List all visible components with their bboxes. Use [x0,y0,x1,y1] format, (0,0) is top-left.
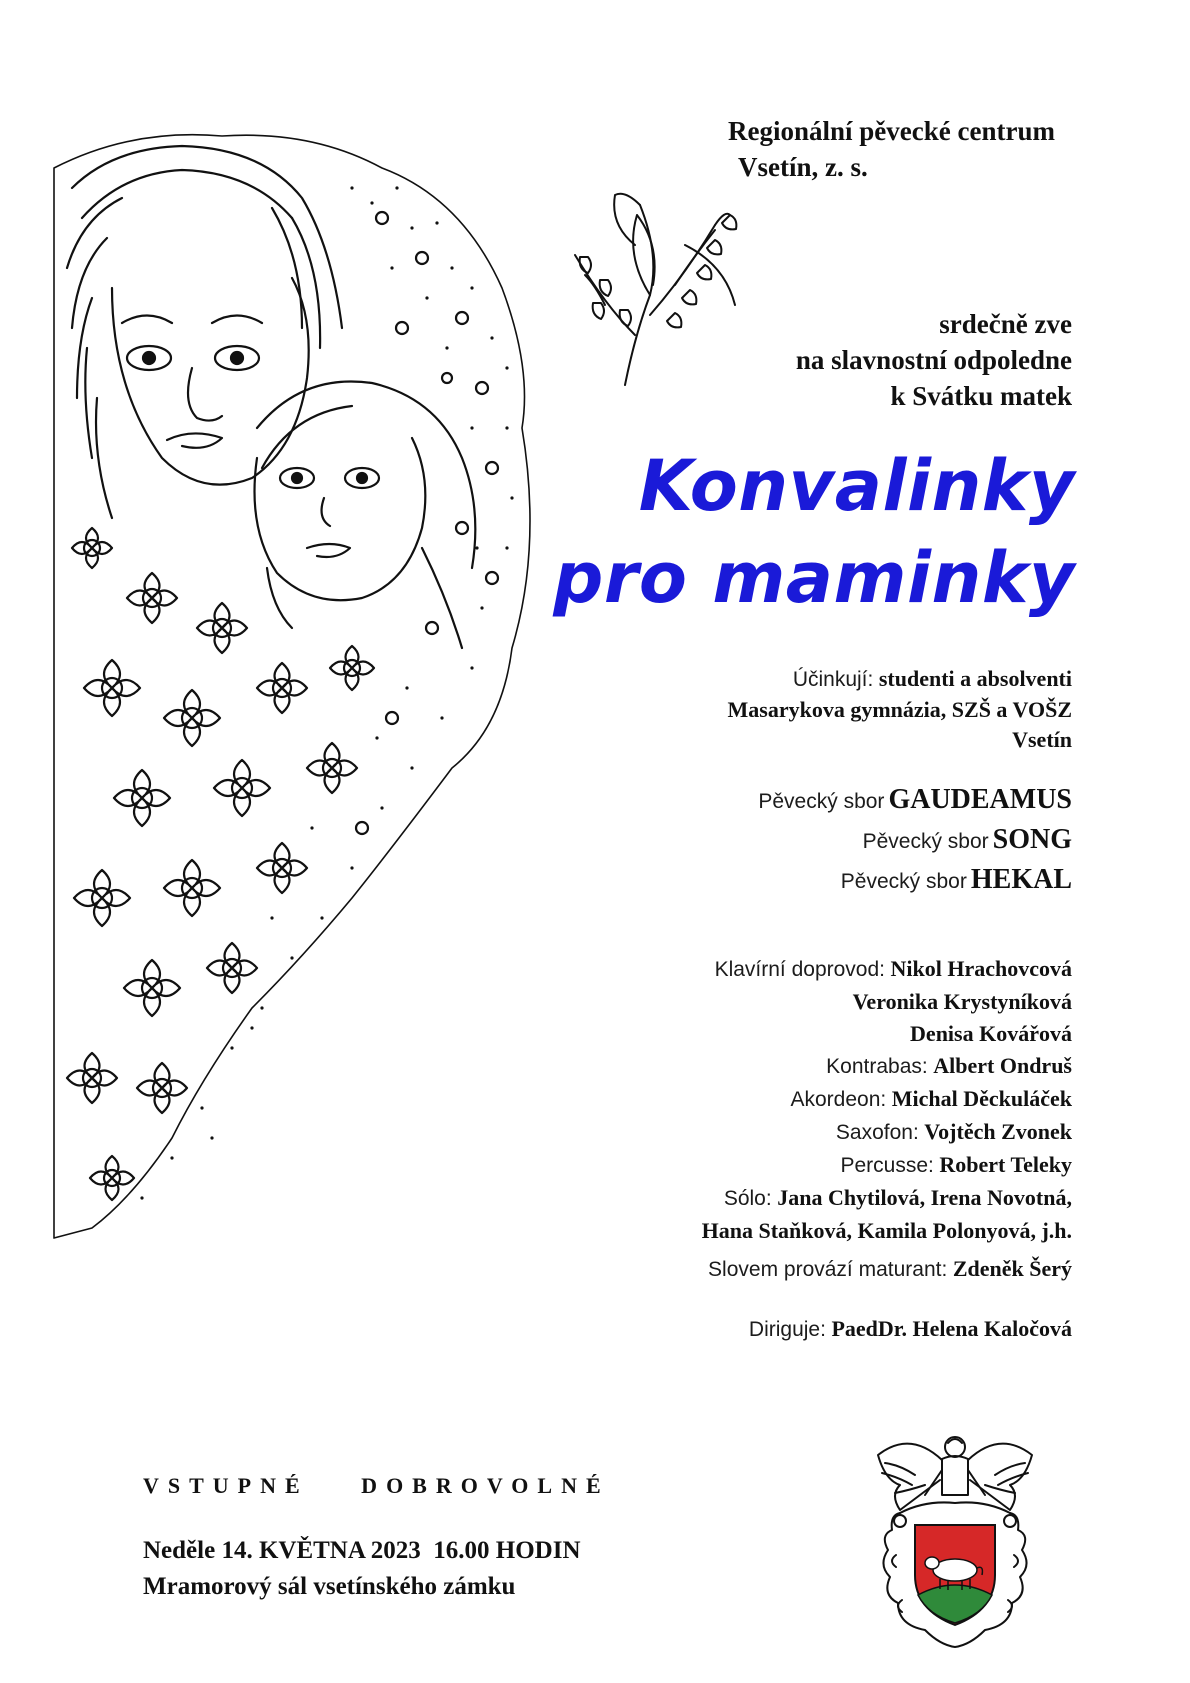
pianist-name: Nikol Hrachovcová [890,956,1072,981]
choir-label: Pěvecký sbor [862,830,989,853]
choir-name: HEKAL [970,864,1072,895]
lily-of-the-valley-icon [565,185,755,400]
choirs-list [758,782,1072,902]
event-title-line-1: Konvalinky [638,445,1075,527]
conductor-name: PaedDr. Helena Kaločová [831,1316,1072,1341]
accordion-label: Akordeon: [790,1088,887,1111]
narrator-line [708,1256,1072,1282]
organizer-line-1: Regionální pěvecké centrum [728,116,1055,146]
mother-child-illustration [52,128,552,1243]
performers-line-3: Vsetín [1012,727,1072,752]
invitation-line-1: srdečně zve [939,309,1072,339]
accordionist-name: Michal Děckuláček [891,1086,1072,1111]
bass-label: Kontrabas: [826,1055,928,1078]
performers-line-2: Masarykova gymnázia, SZŠ a VOŠZ [727,697,1072,722]
saxophonist-name: Vojtěch Zvonek [924,1119,1072,1144]
conductor-line [749,1316,1072,1342]
invitation-text [796,306,1072,414]
organizer-name [728,113,1055,185]
percussion-label: Percusse: [840,1154,934,1177]
performers-block [728,664,1072,755]
sax-label: Saxofon: [835,1121,919,1144]
solo-label: Sólo: [723,1187,772,1210]
bassist-name: Albert Ondruš [933,1053,1072,1078]
choir-label: Pěvecký sbor [758,790,885,813]
choir-item [758,822,1072,862]
pianist-name: Veronika Krystyníková [852,989,1072,1014]
event-info [143,1533,581,1605]
choir-item [758,782,1072,822]
organizer-line-2: Vsetín, z. s. [738,152,868,182]
conductor-label: Diriguje: [748,1318,826,1341]
choir-item [758,862,1072,902]
pianist-name: Denisa Kovářová [910,1021,1072,1046]
event-title [553,440,1075,624]
musicians-block [702,953,1072,1247]
event-date: Neděle 14. KVĚTNA 2023 16.00 HODIN [143,1537,581,1564]
percussionist-name: Robert Teleky [939,1152,1072,1177]
piano-label: Klavírní doprovod: [714,958,885,981]
admission-note: VSTUPNÉ DOBROVOLNÉ [143,1473,610,1498]
narrator-label: Slovem provází maturant: [708,1258,948,1281]
performers-line-1: studenti a absolventi [878,666,1072,691]
soloists-line-2: Hana Staňková, Kamila Polonyová, j.h. [701,1218,1072,1243]
choir-name: SONG [992,824,1072,855]
vsetin-coat-of-arms-icon [870,1425,1040,1655]
performers-label: Účinkují: [792,668,874,691]
soloists-line-1: Jana Chytilová, Irena Novotná, [777,1185,1072,1210]
choir-label: Pěvecký sbor [840,870,967,893]
choir-name: GAUDEAMUS [888,784,1072,815]
event-venue: Mramorový sál vsetínského zámku [143,1573,516,1600]
event-title-line-2: pro maminky [553,537,1075,619]
narrator-name: Zdeněk Šerý [952,1256,1072,1281]
invitation-line-3: k Svátku matek [890,381,1072,411]
invitation-line-2: na slavnostní odpoledne [795,345,1072,375]
